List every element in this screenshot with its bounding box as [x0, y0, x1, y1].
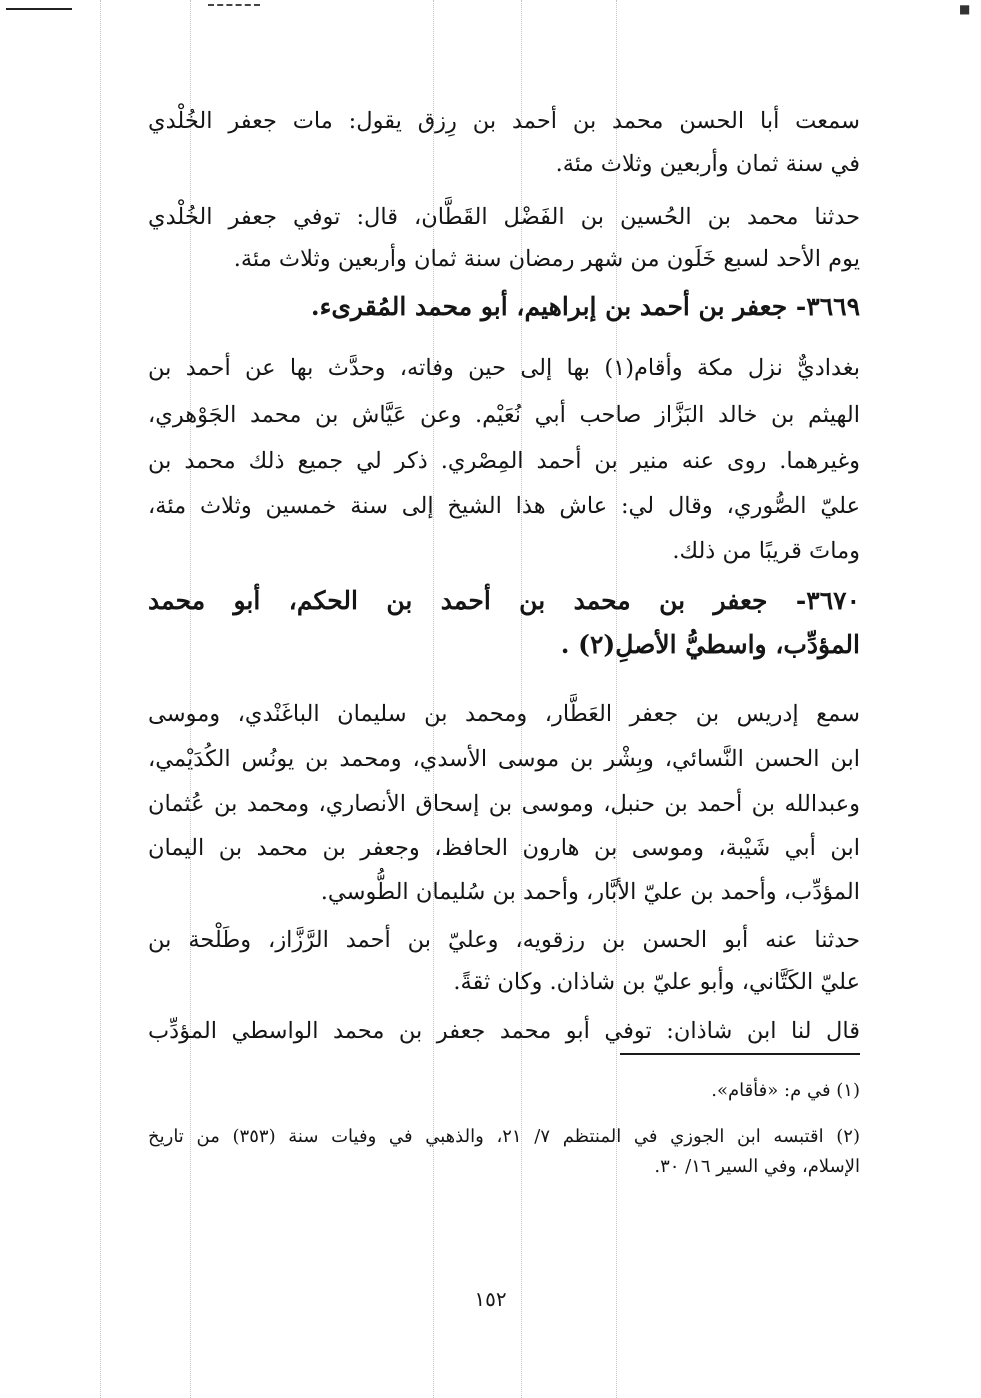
- text-line: المؤدِّب، وأحمد بن عليّ الأبَّار، وأحمد بن سُليمان الطُّوسي.: [320, 879, 860, 905]
- text-line: سمعت أبا الحسن محمد بن أحمد بن رِزق يقول: مات جعفر الخُلْدي: [148, 108, 860, 134]
- text-line: قال لنا ابن شاذان: توفي أبو محمد جعفر بن محمد الواسطي المؤدِّب: [148, 1018, 860, 1044]
- text-line: ابن أبي شَيْبة، وموسى بن هارون الحافظ، وجعفر بن محمد بن اليمان: [148, 835, 860, 861]
- text-line: ابن الحسن النَّسائي، وبِشْر بن موسى الأسدي، ومحمد بن يونُس الكُدَيْمي،: [148, 746, 860, 772]
- scan-guide-line: [100, 0, 101, 1398]
- text-line: عليّ الصُّوري، وقال لي: عاش هذا الشيخ إلى سنة خمسين وثلاث مئة،: [148, 493, 860, 519]
- entry-heading: ٣٦٧٠- جعفر بن محمد بن أحمد بن الحكم، أبو محمد: [148, 586, 860, 615]
- footnote: (١) في م: «فأقام».: [711, 1080, 860, 1101]
- text-line: وغيرهما. روى عنه منير بن أحمد المِصْري. ذكر لي جميع ذلك محمد بن: [148, 448, 860, 474]
- text-line: سمع إدريس بن جعفر العَطَّار، ومحمد بن سليمان الباغَنْدي، وموسى: [148, 701, 860, 727]
- text-line: حدثنا محمد بن الحُسين بن الفَضْل القَطَّان، قال: توفي جعفر الخُلْدي: [148, 204, 860, 230]
- text-line: حدثنا عنه أبو الحسن بن رزقويه، وعليّ بن أحمد الرَّزَّاز، وطَلْحة بن: [148, 927, 860, 953]
- text-line: الهيثم بن خالد البَزَّاز صاحب أبي نُعَيْم. وعن عَيَّاش بن محمد الجَوْهري،: [148, 402, 860, 428]
- footnote: الإسلام، وفي السير ١٦/ ٣٠.: [654, 1156, 860, 1177]
- scan-dash-mark: [208, 4, 260, 7]
- entry-heading: المؤدِّب، واسطيُّ الأصلِ(٢) .: [560, 630, 860, 659]
- text-line: يوم الأحد لسبع خَلَون من شهر رمضان سنة ثمان وأربعين وثلاث مئة.: [233, 246, 860, 272]
- entry-heading: ٣٦٦٩- جعفر بن أحمد بن إبراهيم، أبو محمد المُقرىء.: [310, 292, 860, 321]
- scan-edge-mark: [6, 8, 72, 10]
- footnote-separator: [620, 1053, 860, 1055]
- text-line: وعبدالله بن أحمد بن حنبل، وموسى بن إسحاق الأنصاري، ومحمد بن عُثمان: [148, 791, 860, 817]
- footnote: (٢) اقتبسه ابن الجوزي في المنتظم ٧/ ٢١، والذهبي في وفيات سنة (٣٥٣) من تاريخ: [148, 1126, 860, 1147]
- text-line: عليّ الكَتَّاني، وأبو عليّ بن شاذان. وكان ثقةً.: [453, 969, 860, 995]
- text-line: بغداديٌّ نزل مكة وأقام(١) بها إلى حين وفاته، وحدَّث بها عن أحمد بن: [148, 355, 860, 381]
- corner-mark: ■: [959, 2, 971, 16]
- page-number: ١٥٢: [474, 1287, 507, 1311]
- text-line: وماتَ قريبًا من ذلك.: [672, 538, 860, 564]
- text-line: في سنة ثمان وأربعين وثلاث مئة.: [555, 151, 860, 177]
